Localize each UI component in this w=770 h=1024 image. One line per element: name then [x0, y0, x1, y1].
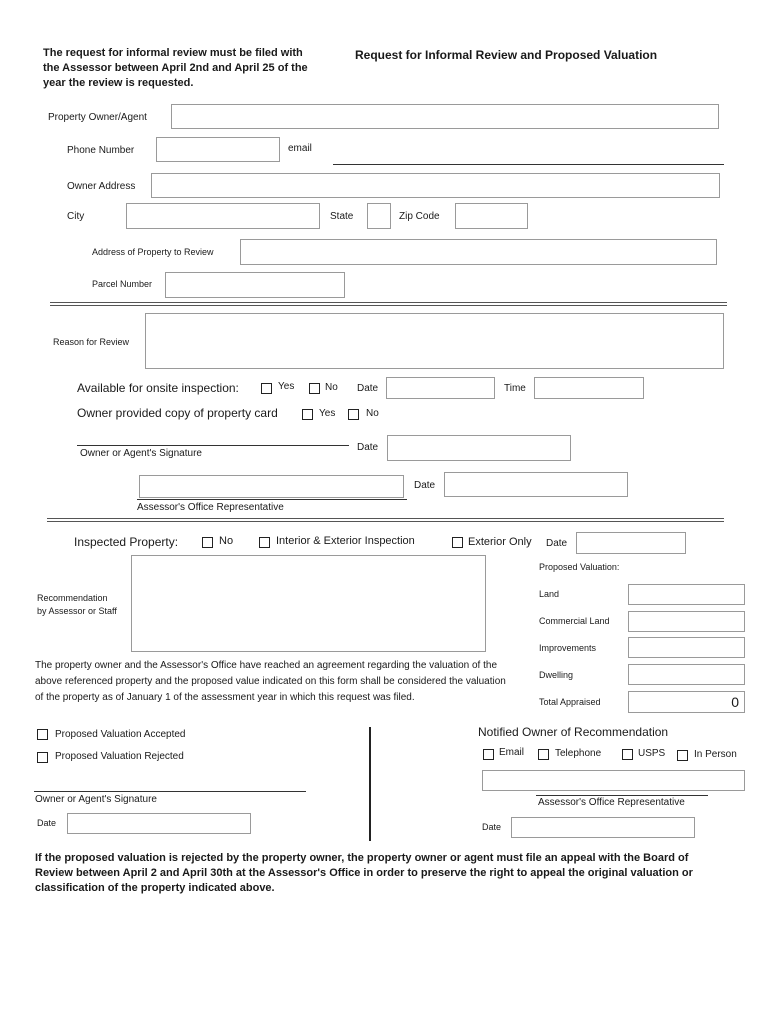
- vertical-divider: [369, 727, 371, 841]
- onsite-date-label: Date: [357, 383, 379, 394]
- notify-usps-checkbox[interactable]: [622, 749, 633, 760]
- agreement-text: The property owner and the Assessor's Office have reached an agreement regarding the valuation of the above referenced property and the proposed value indicated on this form shall be considered the valuation of the property as of January 1 of the assessment year in which this request was filed.: [35, 660, 506, 703]
- assessor-rep-line: [137, 499, 407, 500]
- notification-date-label: Date: [482, 822, 502, 832]
- total-appraised-label: Total Appraised: [539, 697, 601, 707]
- notification-date-field[interactable]: [511, 817, 695, 838]
- recommendation-label-1: Recommendation: [37, 593, 108, 603]
- recommendation-field[interactable]: [131, 555, 486, 652]
- exterior-only-checkbox[interactable]: [452, 537, 463, 548]
- property-card-yes-checkbox[interactable]: [302, 409, 313, 420]
- notification-rep-line: [536, 795, 708, 796]
- total-appraised-value: 0: [731, 694, 739, 710]
- interior-exterior-label: Interior & Exterior Inspection: [276, 535, 415, 547]
- improvements-label: Improvements: [539, 643, 597, 653]
- owner-agent-field[interactable]: [171, 104, 719, 129]
- onsite-yes-label: Yes: [278, 381, 295, 392]
- property-card-no-checkbox[interactable]: [348, 409, 359, 420]
- owner-agent-label: Property Owner/Agent: [48, 112, 147, 123]
- onsite-no-label: No: [325, 382, 338, 393]
- notify-telephone-label: Telephone: [555, 748, 602, 759]
- commercial-land-label: Commercial Land: [539, 616, 610, 626]
- parcel-number-label: Parcel Number: [92, 279, 153, 289]
- land-value-field[interactable]: [628, 584, 745, 605]
- state-label: State: [330, 211, 354, 222]
- city-field[interactable]: [126, 203, 320, 229]
- onsite-time-label: Time: [504, 383, 526, 394]
- inspection-date-field[interactable]: [576, 532, 686, 554]
- notify-usps-label: USPS: [638, 748, 666, 759]
- agreement-date-field[interactable]: [67, 813, 251, 834]
- reason-for-review-field[interactable]: [145, 313, 724, 369]
- property-address-field[interactable]: [240, 239, 717, 265]
- exterior-only-label: Exterior Only: [468, 536, 532, 548]
- inspected-property-label: Inspected Property:: [74, 535, 179, 549]
- inspection-date-label: Date: [546, 538, 568, 549]
- filing-deadline-notice: The request for informal review must be filed with the Assessor between April 2nd and April 25 of the year the review is requested.: [43, 47, 308, 89]
- rejected-label: Proposed Valuation Rejected: [55, 751, 184, 762]
- assessor-rep-date-label: Date: [414, 480, 436, 491]
- email-label: email: [288, 143, 312, 154]
- recommendation-label-2: by Assessor or Staff: [37, 606, 117, 616]
- phone-label: Phone Number: [67, 145, 135, 156]
- land-label: Land: [539, 589, 560, 599]
- accepted-checkbox[interactable]: [37, 729, 48, 740]
- parcel-number-field[interactable]: [165, 272, 345, 298]
- interior-exterior-checkbox[interactable]: [259, 537, 270, 548]
- city-label: City: [67, 211, 85, 222]
- accepted-label: Proposed Valuation Accepted: [55, 729, 186, 740]
- notified-owner-title: Notified Owner of Recommendation: [478, 725, 669, 739]
- owner-signature-date-label: Date: [357, 442, 379, 453]
- total-appraised-field[interactable]: [628, 691, 745, 713]
- phone-field[interactable]: [156, 137, 280, 162]
- form-title: Request for Informal Review and Proposed Valuation: [355, 48, 658, 62]
- zip-label: Zip Code: [399, 211, 440, 222]
- owner-signature-label: Owner or Agent's Signature: [80, 448, 202, 459]
- property-card-yes-label: Yes: [319, 408, 336, 419]
- commercial-land-value-field[interactable]: [628, 611, 745, 632]
- section-divider-1: [50, 302, 727, 306]
- assessor-rep-date-field[interactable]: [444, 472, 628, 497]
- dwelling-value-field[interactable]: [628, 664, 745, 685]
- onsite-yes-checkbox[interactable]: [261, 383, 272, 394]
- notify-email-label: Email: [499, 747, 525, 758]
- notification-rep-label: Assessor's Office Representative: [538, 797, 685, 808]
- onsite-date-field[interactable]: [386, 377, 495, 399]
- owner-signature-date-field[interactable]: [387, 435, 571, 461]
- property-card-label: Owner provided copy of property card: [77, 406, 278, 420]
- agreement-date-label: Date: [37, 818, 57, 828]
- notify-in-person-label: In Person: [694, 749, 737, 760]
- assessor-rep-label: Assessor's Office Representative: [137, 502, 284, 513]
- agreement-signature-label: Owner or Agent's Signature: [35, 794, 157, 805]
- inspected-no-label: No: [219, 535, 234, 547]
- reason-for-review-label: Reason for Review: [53, 337, 130, 347]
- rejected-checkbox[interactable]: [37, 752, 48, 763]
- notify-email-checkbox[interactable]: [483, 749, 494, 760]
- agreement-signature-line[interactable]: [34, 791, 306, 792]
- notify-in-person-checkbox[interactable]: [677, 750, 688, 761]
- owner-address-label: Owner Address: [67, 181, 136, 192]
- owner-signature-line[interactable]: [77, 445, 349, 446]
- assessor-rep-field[interactable]: [139, 475, 404, 498]
- inspected-no-checkbox[interactable]: [202, 537, 213, 548]
- proposed-valuation-label: Proposed Valuation:: [539, 562, 620, 572]
- zip-field[interactable]: [455, 203, 528, 229]
- onsite-inspection-label: Available for onsite inspection:: [77, 381, 239, 395]
- state-field[interactable]: [367, 203, 391, 229]
- notify-telephone-checkbox[interactable]: [538, 749, 549, 760]
- appeal-notice: If the proposed valuation is rejected by the property owner, the property owner or agent must file an appeal with the Board of Review between April 2 and April 30th at the Assessor's Office in order to preserve the right to appeal the original valuation or classification of the property indicated above.: [35, 852, 693, 894]
- dwelling-label: Dwelling: [539, 670, 574, 680]
- onsite-time-field[interactable]: [534, 377, 644, 399]
- section-divider-2: [47, 518, 724, 522]
- property-card-no-label: No: [366, 408, 379, 419]
- notification-rep-field[interactable]: [482, 770, 745, 791]
- owner-address-field[interactable]: [151, 173, 720, 198]
- email-field-line[interactable]: [333, 164, 724, 165]
- onsite-no-checkbox[interactable]: [309, 383, 320, 394]
- improvements-value-field[interactable]: [628, 637, 745, 658]
- property-address-label: Address of Property to Review: [92, 247, 214, 257]
